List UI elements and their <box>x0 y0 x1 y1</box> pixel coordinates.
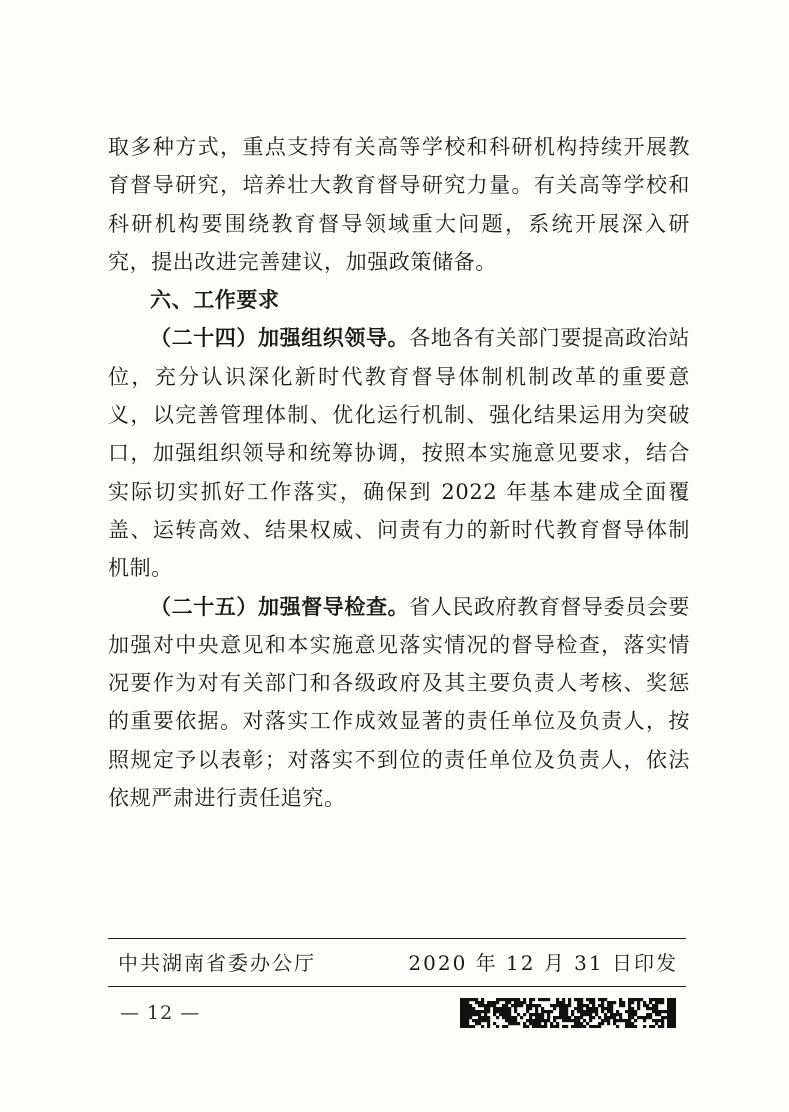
footer-top-rule <box>108 938 686 939</box>
barcode-image <box>460 998 676 1028</box>
body-text <box>108 128 690 817</box>
item-24-paragraph <box>108 319 690 587</box>
footer-bottom-rule <box>108 986 686 987</box>
page-number: — 12 — <box>120 1002 201 1024</box>
item-24-text: 各地各有关部门要提高政治站位，充分认识深化新时代教育督导体制机制改革的重要意义，以完善管理体制、优化运行机制、强化结果运用为突破口，加强组织领导和统筹协调，按照本实施意见要求，结合实际切实抓好工作落实，确保到 2022 年基本建成全面覆盖、运转高效、结果权威、问责有力的新时代教育督导体制机制。 <box>108 326 691 581</box>
footer-issuer: 中共湖南省委办公厅 <box>118 951 316 975</box>
footer-print-date: 2020 年 12 月 31 日印发 <box>408 951 678 975</box>
footer-imprint <box>118 948 678 978</box>
item-25-label: （二十五）加强督导检查。 <box>150 593 410 619</box>
item-24-label: （二十四）加强组织领导。 <box>150 325 410 351</box>
continuation-paragraph: 取多种方式，重点支持有关高等学校和科研机构持续开展教育督导研究，培养壮大教育督导研究力量。有关高等学校和科研机构要围绕教育督导领域重大问题，系统开展深入研究，提出改进完善建议，加强政策储备。 <box>108 135 690 274</box>
section-heading: 六、工作要求 <box>150 288 280 313</box>
item-25-text: 省人民政府教育督导委员会要加强对中央意见和本实施意见落实情况的督导检查，落实情况要作为对有关部门和各级政府及其主要负责人考核、奖惩的重要依据。对落实工作成效显著的责任单位及负责人，按照规定予以表彰；对落实不到位的责任单位及负责人，依法依规严肃进行责任追究。 <box>108 594 691 811</box>
item-25-paragraph <box>108 588 690 818</box>
